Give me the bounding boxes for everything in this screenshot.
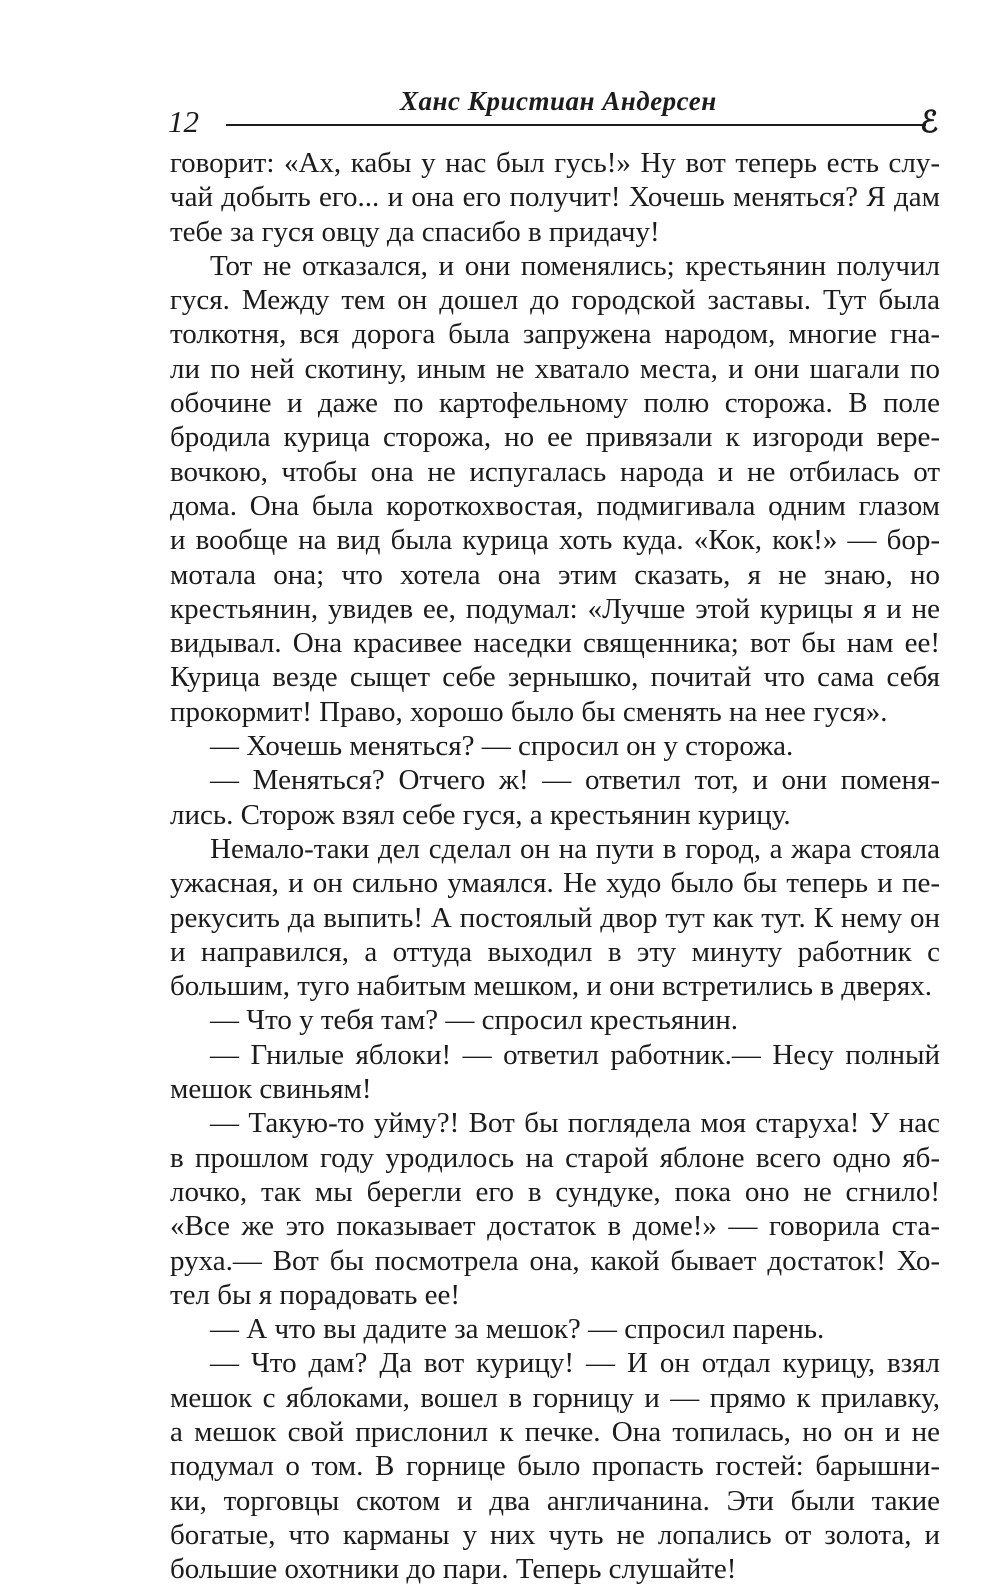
text-line: прокормит! Право, хорошо было бы сменять на нее гуся». [170,695,888,728]
text-line: руха.— Вот бы посмотрела она, какой бывает достаток! Хо- [170,1244,940,1277]
text-line: крестьянин, увидев ее, подумал: «Лучше этой курицы я и не [170,592,940,625]
running-head [168,86,948,139]
text-line: тел бы я порадовать ее! [170,1278,460,1311]
text-line: ужасная, и он сильно умаялся. Не худо было бы теперь и пе- [170,867,940,900]
text-line: обочине и даже по картофельному полю сторожа. В поле [170,387,940,420]
text-line: — Такую-то уйму?! Вот бы поглядела моя старуха! У нас [210,1107,940,1140]
text-line: гуся. Между тем он дошел до городской заставы. Тут была [170,284,940,317]
text-line: а мешок свой прислонил к печке. Она топилась, но он и не [170,1415,940,1448]
text-line: дома. Она была короткохвостая, подмигивала одним глазом [170,489,940,522]
ornament-icon: ℰ [920,106,939,139]
text-line: и вообще на вид была курица хоть куда. «Кок, кок!» — бор- [170,524,940,557]
author-name: Ханс Кристиан Андерсен [400,86,717,116]
text-line: толкотня, вся дорога была запружена народом, многие гна- [170,318,940,351]
text-line: — Меняться? Отчего ж! — ответил тот, и они поменя- [210,764,940,797]
text-line: большим, туго набитым мешком, и они встретились в дверях. [170,970,932,1003]
text-line: чай добыть его... и она его получит! Хочешь меняться? Я дам [170,181,940,214]
text-line: лочко, так мы берегли его в сундуке, пока оно не сгнило! [170,1175,940,1208]
body-text [170,146,940,1586]
text-line: вочкою, чтобы она не испугалась народа и не отбилась от [170,455,940,488]
text-line: говорит: «Ах, кабы у нас был гусь!» Ну вот теперь есть слу- [170,147,940,179]
text-line: — Что у тебя там? — спросил крестьянин. [210,1004,739,1037]
text-line: «Все же это показывает достаток в доме!» — говорила ста- [170,1210,940,1243]
text-line: мешок с яблоками, вошел в горницу и — прямо к прилавку, [170,1381,940,1414]
page-number: 12 [168,104,199,139]
text-line: Немало-таки дел сделал он на пути в город, а жара стояла [210,832,940,865]
text-line: — Хочешь меняться? — спросил он у сторожа. [210,730,794,763]
text-line: ли по ней скотину, иным не хватало места, и они шагали по [170,352,940,385]
text-line: лись. Сторож взял себе гуся, а крестьянин курицу. [170,798,791,831]
text-line: рекусить да выпить! А постоялый двор тут как тут. К нему он [170,901,940,934]
text-line: — Гнилые яблоки! — ответил работник.— Несу полный [210,1038,940,1071]
text-line: мешок свиньям! [170,1073,372,1106]
text-line: — Что дам? Да вот курицу! — И он отдал курицу, взял [210,1347,940,1380]
text-line: видывал. Она красивее наседки священника; вот бы нам ее! [170,627,940,660]
text-line: мотала она; что хотела она этим сказать, я не знаю, но [170,558,940,591]
text-line: и направился, а оттуда выходил в эту минуту работник с [170,935,940,968]
text-line: богатые, что карманы у них чуть не лопались от золота, и [170,1518,940,1551]
text-line: Тот не отказался, и они поменялись; крестьянин получил [210,249,940,282]
text-line: тебе за гуся овцу да спасибо в придачу! [170,215,660,248]
text-line: большие охотники до пари. Теперь слушайте! [170,1553,737,1586]
text-line: ки, торговцы скотом и два англичанина. Эти были такие [170,1484,940,1517]
header-rule [226,124,926,126]
text-line: — А что вы дадите за мешок? — спросил парень. [210,1313,825,1346]
text-line: бродила курица сторожа, но ее привязали к изгороди вере- [170,421,940,454]
text-line: Курица везде сыщет себе зернышко, почитай что сама себя [170,661,940,694]
text-line: подумал о том. В горнице было пропасть гостей: барышни- [170,1450,940,1483]
text-line: в прошлом году уродилось на старой яблоне всего одно яб- [170,1141,940,1174]
